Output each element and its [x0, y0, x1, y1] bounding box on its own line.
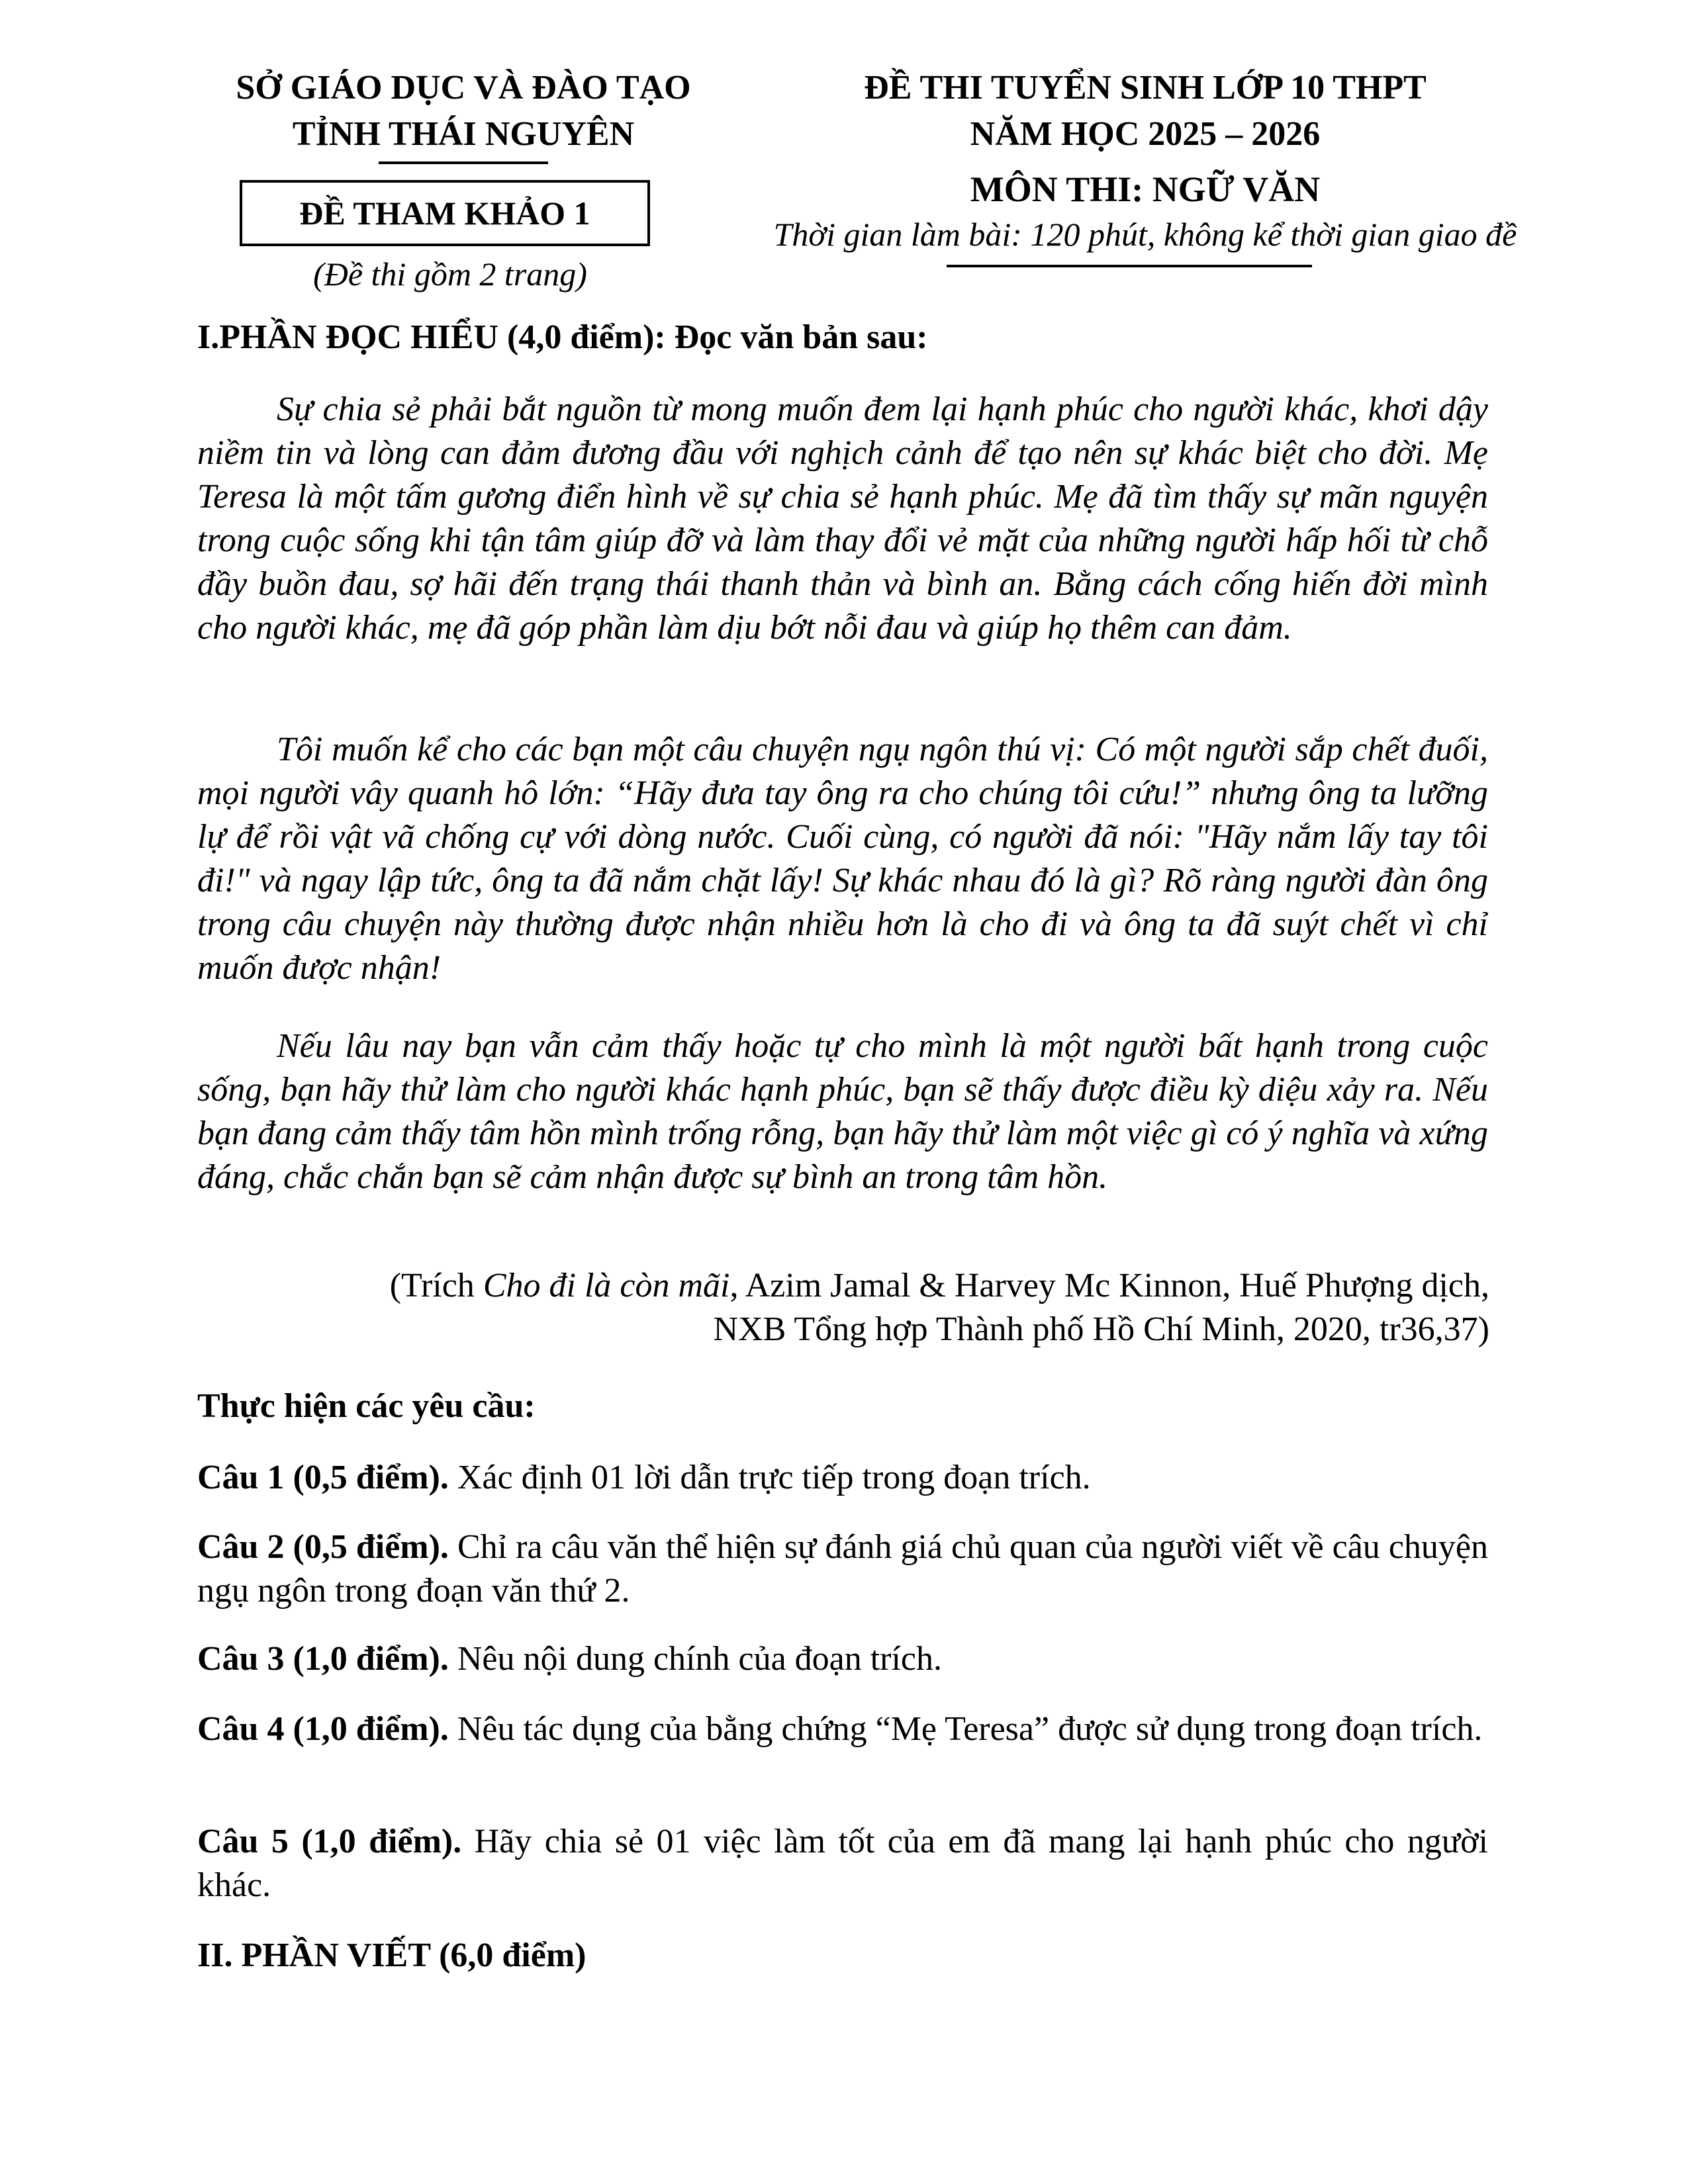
question-4-text: Nêu tác dụng của bằng chứng “Mẹ Teresa” được sử dụng trong đoạn trích.: [448, 1710, 1483, 1748]
question-3: [197, 1637, 1488, 1681]
exam-title-block: [781, 65, 1509, 158]
question-5-label: Câu 5 (1,0 điểm).: [197, 1823, 462, 1860]
passage-paragraph-3: Nếu lâu nay bạn vẫn cảm thấy hoặc tự cho mình là một người bất hạnh trong cuộc sống, bạn hãy thử làm cho người khác hạnh phúc, bạn sẽ thấy được điều kỳ diệu xảy ra. Nếu bạn đang cảm thấy tâm hồn mình trống rỗng, bạn hãy thử làm một việc gì có ý nghĩa và xứng đáng, chắc chắn bạn sẽ cảm nhận được sự bình an trong tâm hồn.: [197, 1027, 1488, 1196]
passage-paragraph-1: Sự chia sẻ phải bắt nguồn từ mong muốn đem lại hạnh phúc cho người khác, khơi dậy niềm tin và lòng can đảm đương đầu với nghịch cảnh để tạo nên sự khác biệt cho đời. Mẹ Teresa là một tấm gương điển hình về sự chia sẻ hạnh phúc. Mẹ đã tìm thấy sự mãn nguyện trong cuộc sống khi tận tâm giúp đỡ và làm thay đổi vẻ mặt của những người hấp hối từ chỗ đầy buồn đau, sợ hãi đến trạng thái thanh thản và bình an. Bằng cách cống hiến đời mình cho người khác, mẹ đã góp phần làm dịu bớt nỗi đau và giúp họ thêm can đảm.: [197, 390, 1488, 647]
subject-title: MÔN THI: NGỮ VĂN: [970, 169, 1321, 209]
question-5: [197, 1820, 1488, 1907]
exam-title: ĐỀ THI TUYỂN SINH LỚP 10 THPT: [864, 69, 1427, 107]
issuing-authority: [199, 65, 728, 158]
source-rest: , Azim Jamal & Harvey Mc Kinnon, Huế Phượng dịch,: [729, 1267, 1489, 1304]
question-2-label: Câu 2 (0,5 điểm).: [197, 1528, 449, 1566]
reference-exam-box: ĐỀ THAM KHẢO 1: [240, 180, 650, 246]
school-year: NĂM HỌC 2025 – 2026: [970, 115, 1321, 153]
question-4: [197, 1707, 1488, 1751]
time-note: Thời gian làm bài: 120 phút, không kể thời gian giao đề: [773, 216, 1517, 253]
question-2-text: Chỉ ra câu văn thể hiện sự đánh giá chủ quan của người viết về câu chuyện ngụ ngôn trong đoạn văn thứ 2.: [197, 1528, 1488, 1610]
source-line-1: [199, 1264, 1489, 1308]
section2-title: II. PHẦN VIẾT (6,0 điểm): [197, 1936, 586, 1974]
department-name: SỞ GIÁO DỤC VÀ ĐÀO TẠO: [236, 69, 691, 107]
pages-note: (Đề thi gồm 2 trang): [313, 255, 587, 293]
source-title: Cho đi là còn mãi: [483, 1267, 730, 1304]
question-3-text: Nêu nội dung chính của đoạn trích.: [448, 1640, 943, 1678]
question-1-text: Xác định 01 lời dẫn trực tiếp trong đoạn trích.: [448, 1459, 1091, 1496]
passage-paragraph-2: Tôi muốn kể cho các bạn một câu chuyện ngụ ngôn thú vị: Có một người sắp chết đuối, mọi người vây quanh hô lớn: “Hãy đưa tay ông ra cho chúng tôi cứu!” nhưng ông ta lưỡng lự để rồi vật vã chống cự với dòng nước. Cuối cùng, có người đã nói: "Hãy nắm lấy tay tôi đi!" và ngay lập tức, ông ta đã nắm chặt lấy! Sự khác nhau đó là gì? Rõ ràng người đàn ông trong câu chuyện này thường được nhận nhiều hơn là cho đi và ông ta đã suýt chết vì chỉ muốn được nhận!: [197, 731, 1488, 987]
source-line-2: NXB Tổng hợp Thành phố Hồ Chí Minh, 2020, tr36,37): [713, 1310, 1489, 1348]
question-2: [197, 1525, 1488, 1613]
question-4-label: Câu 4 (1,0 điểm).: [197, 1710, 449, 1748]
question-3-label: Câu 3 (1,0 điểm).: [197, 1640, 449, 1678]
province-name: TỈNH THÁI NGUYÊN: [292, 115, 635, 153]
time-note-underline: [947, 265, 1312, 267]
question-1-label: Câu 1 (0,5 điểm).: [197, 1459, 449, 1496]
province-underline: [379, 161, 548, 164]
question-5-text: Hãy chia sẻ 01 việc làm tốt của em đã mang lại hạnh phúc cho người khác.: [197, 1823, 1489, 1904]
tasks-heading: Thực hiện các yêu cầu:: [197, 1387, 536, 1425]
source-prefix: (Trích: [389, 1267, 483, 1304]
section1-title: I.PHẦN ĐỌC HIỂU (4,0 điểm): Đọc văn bản sau:: [197, 318, 928, 356]
source-citation: [199, 1264, 1489, 1351]
question-1: [197, 1456, 1488, 1500]
